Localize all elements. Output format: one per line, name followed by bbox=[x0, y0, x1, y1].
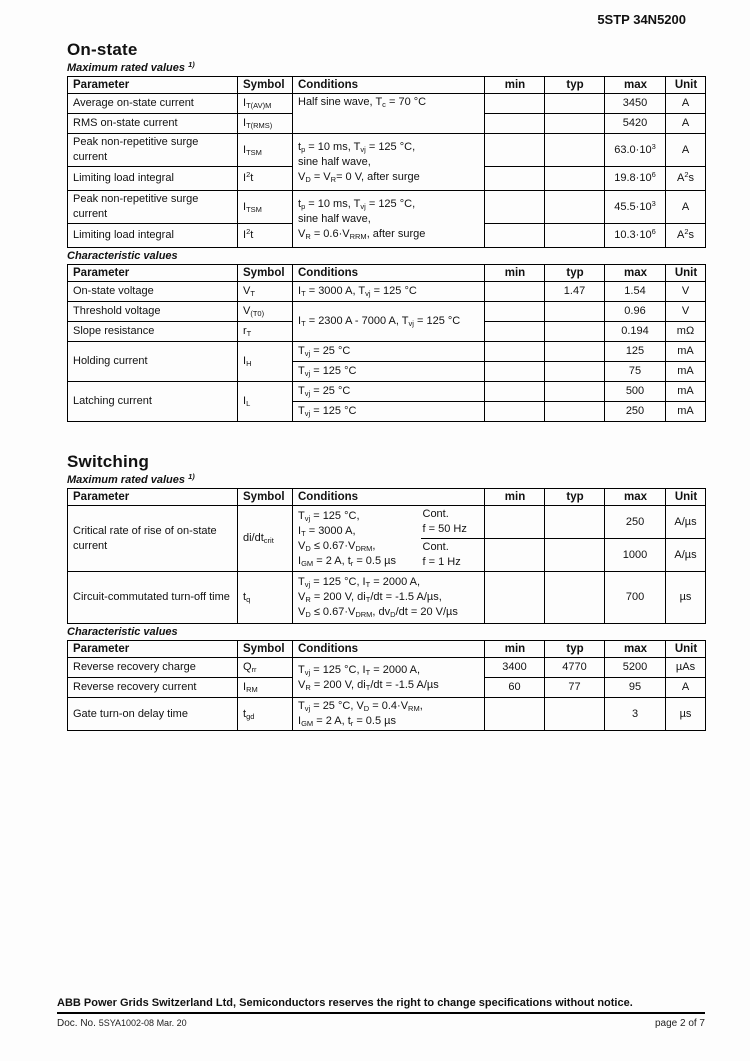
conditions-cell: $T_{vj} = 125$ °C bbox=[293, 402, 485, 422]
col-typ: typ bbox=[545, 641, 605, 658]
symbol-cell: $t_{gd}$ bbox=[238, 698, 293, 731]
conditions-cell: $t_p = 10$ ms, $T_{vj} = 125$ °C, sine half wave, $V_D = V_R= 0$ V, after surge bbox=[293, 134, 485, 191]
col-typ: typ bbox=[545, 489, 605, 506]
unit-cell: A bbox=[666, 678, 706, 698]
page-content bbox=[67, 12, 705, 731]
table-header-row bbox=[68, 77, 706, 94]
unit-cell: A bbox=[666, 191, 706, 224]
max-cell: 250 bbox=[605, 402, 666, 422]
param-cell: Average on-state current bbox=[68, 94, 238, 114]
min-cell bbox=[485, 342, 545, 362]
max-cell: $63.0\cdot 10^3$ bbox=[605, 134, 666, 167]
switching-characteristic-table bbox=[67, 640, 706, 731]
symbol-cell: $I_{TSM}$ bbox=[238, 134, 293, 167]
max-cell: 0.194 bbox=[605, 322, 666, 342]
typ-cell bbox=[545, 302, 605, 322]
col-max: max bbox=[605, 641, 666, 658]
param-cell: Peak non-repetitive surge current bbox=[68, 134, 238, 167]
unit-cell: mΩ bbox=[666, 322, 706, 342]
unit-cell: µs bbox=[666, 572, 706, 624]
col-max: max bbox=[605, 265, 666, 282]
unit-cell: A bbox=[666, 114, 706, 134]
conditions-cell: $t_p = 10$ ms, $T_{vj} = 125$ °C, sine half wave, $V_R = 0.6\cdot V_{RRM}$, after surge bbox=[293, 191, 485, 248]
table-row bbox=[68, 572, 706, 624]
min-cell bbox=[485, 134, 545, 167]
unit-cell: V bbox=[666, 302, 706, 322]
unit-cell: mA bbox=[666, 342, 706, 362]
col-max: max bbox=[605, 489, 666, 506]
typ-cell bbox=[545, 167, 605, 191]
unit-cell: µAs bbox=[666, 658, 706, 678]
table-row bbox=[68, 382, 706, 402]
typ-cell bbox=[545, 539, 605, 572]
typ-cell bbox=[545, 342, 605, 362]
conditions-cell: $T_{vj} = 125$ °C, $I_T = 3000$ A, $V_D \le 0.67\cdot V_{DRM}$, $I_{GM} = 2$ A, $t_r = 0.5$ µs bbox=[293, 506, 421, 572]
param-cell: Reverse recovery current bbox=[68, 678, 238, 698]
min-cell bbox=[485, 362, 545, 382]
col-parameter: Parameter bbox=[68, 77, 238, 94]
typ-cell bbox=[545, 134, 605, 167]
conditions-cell: $T_{vj} = 125$ °C bbox=[293, 362, 485, 382]
min-cell bbox=[485, 94, 545, 114]
min-cell bbox=[485, 698, 545, 731]
symbol-cell: $Q_{rr}$ bbox=[238, 658, 293, 678]
param-cell: Limiting load integral bbox=[68, 167, 238, 191]
page-footer bbox=[57, 997, 705, 1029]
max-cell: 0.96 bbox=[605, 302, 666, 322]
symbol-cell: $r_T$ bbox=[238, 322, 293, 342]
typ-cell: 1.47 bbox=[545, 282, 605, 302]
typ-cell bbox=[545, 322, 605, 342]
typ-cell bbox=[545, 362, 605, 382]
table-header-row bbox=[68, 265, 706, 282]
col-parameter: Parameter bbox=[68, 265, 238, 282]
conditions-cell: $T_{vj} = 25$ °C, $V_D = 0.4\cdot V_{RM}$, $I_{GM} = 2$ A, $t_r = 0.5$ µs bbox=[293, 698, 485, 731]
typ-cell bbox=[545, 698, 605, 731]
unit-cell: mA bbox=[666, 382, 706, 402]
col-min: min bbox=[485, 641, 545, 658]
table-row bbox=[68, 506, 706, 539]
col-conditions: Conditions bbox=[293, 489, 485, 506]
conditions-subcell: Cont. f = 50 Hz bbox=[421, 506, 485, 539]
param-cell: Latching current bbox=[68, 382, 238, 422]
col-unit: Unit bbox=[666, 265, 706, 282]
col-unit: Unit bbox=[666, 489, 706, 506]
col-unit: Unit bbox=[666, 641, 706, 658]
min-cell bbox=[485, 302, 545, 322]
typ-cell bbox=[545, 114, 605, 134]
min-cell bbox=[485, 382, 545, 402]
max-cell: 700 bbox=[605, 572, 666, 624]
min-cell bbox=[485, 191, 545, 224]
max-cell: $45.5\cdot 10^3$ bbox=[605, 191, 666, 224]
table-header-row bbox=[68, 641, 706, 658]
on-state-characteristic-table bbox=[67, 264, 706, 422]
param-cell: Critical rate of rise of on-state current bbox=[68, 506, 238, 572]
unit-cell: $A^2s$ bbox=[666, 224, 706, 248]
switching-characteristic-label: Characteristic values bbox=[67, 626, 178, 638]
typ-cell bbox=[545, 382, 605, 402]
typ-cell: 4770 bbox=[545, 658, 605, 678]
conditions-subcell: Cont. f = 1 Hz bbox=[421, 539, 485, 572]
param-cell: Circuit-commutated turn-off time bbox=[68, 572, 238, 624]
max-cell: 125 bbox=[605, 342, 666, 362]
typ-cell bbox=[545, 191, 605, 224]
max-cell: 1.54 bbox=[605, 282, 666, 302]
max-cell: 3 bbox=[605, 698, 666, 731]
min-cell bbox=[485, 322, 545, 342]
table-row bbox=[68, 658, 706, 678]
col-conditions: Conditions bbox=[293, 641, 485, 658]
min-cell: 3400 bbox=[485, 658, 545, 678]
table-row bbox=[68, 302, 706, 322]
col-unit: Unit bbox=[666, 77, 706, 94]
switching-max-rated-label: Maximum rated values $^{1)}$ bbox=[67, 472, 195, 486]
max-cell: 75 bbox=[605, 362, 666, 382]
footer-meta bbox=[57, 1018, 705, 1029]
col-parameter: Parameter bbox=[68, 641, 238, 658]
max-cell: 500 bbox=[605, 382, 666, 402]
table-row bbox=[68, 282, 706, 302]
min-cell bbox=[485, 539, 545, 572]
unit-cell: V bbox=[666, 282, 706, 302]
min-cell bbox=[485, 572, 545, 624]
product-code: 5STP 34N5200 bbox=[597, 12, 686, 27]
unit-cell: mA bbox=[666, 402, 706, 422]
unit-cell: mA bbox=[666, 362, 706, 382]
max-cell: $19.8\cdot 10^6$ bbox=[605, 167, 666, 191]
param-cell: Reverse recovery charge bbox=[68, 658, 238, 678]
max-cell: 95 bbox=[605, 678, 666, 698]
table-row bbox=[68, 342, 706, 362]
table-header-row bbox=[68, 489, 706, 506]
unit-cell: µs bbox=[666, 698, 706, 731]
col-symbol: Symbol bbox=[238, 77, 293, 94]
typ-cell: 77 bbox=[545, 678, 605, 698]
col-min: min bbox=[485, 265, 545, 282]
col-conditions: Conditions bbox=[293, 265, 485, 282]
symbol-cell: $V_T$ bbox=[238, 282, 293, 302]
max-cell: 5200 bbox=[605, 658, 666, 678]
doc-number-label: Doc. No. bbox=[57, 1018, 96, 1029]
param-cell: Peak non-repetitive surge current bbox=[68, 191, 238, 224]
col-typ: typ bbox=[545, 77, 605, 94]
table-row bbox=[68, 94, 706, 114]
col-conditions: Conditions bbox=[293, 77, 485, 94]
table-row bbox=[68, 134, 706, 167]
min-cell bbox=[485, 506, 545, 539]
unit-cell: $A^2s$ bbox=[666, 167, 706, 191]
switching-max-rated-table bbox=[67, 488, 706, 624]
min-cell bbox=[485, 224, 545, 248]
unit-cell: A/µs bbox=[666, 539, 706, 572]
footer-notice: ABB Power Grids Switzerland Ltd, Semiconductors reserves the right to change specifications without notice. bbox=[57, 997, 705, 1014]
on-state-max-rated-label: Maximum rated values $^{1)}$ bbox=[67, 60, 195, 74]
unit-cell: A bbox=[666, 94, 706, 114]
min-cell bbox=[485, 402, 545, 422]
table-row bbox=[68, 698, 706, 731]
param-cell: Slope resistance bbox=[68, 322, 238, 342]
page-number: page 2 of 7 bbox=[654, 1018, 705, 1029]
max-cell: 5420 bbox=[605, 114, 666, 134]
col-typ: typ bbox=[545, 265, 605, 282]
param-cell: On-state voltage bbox=[68, 282, 238, 302]
max-cell: 3450 bbox=[605, 94, 666, 114]
col-min: min bbox=[485, 77, 545, 94]
typ-cell bbox=[545, 94, 605, 114]
doc-number bbox=[57, 1018, 187, 1029]
max-cell: 250 bbox=[605, 506, 666, 539]
typ-cell bbox=[545, 402, 605, 422]
typ-cell bbox=[545, 572, 605, 624]
unit-cell: A bbox=[666, 134, 706, 167]
switching-section-title: Switching bbox=[67, 452, 150, 471]
symbol-cell: $I_H$ bbox=[238, 342, 293, 382]
max-cell: $10.3\cdot 10^6$ bbox=[605, 224, 666, 248]
typ-cell bbox=[545, 506, 605, 539]
col-min: min bbox=[485, 489, 545, 506]
symbol-cell: $t_q$ bbox=[238, 572, 293, 624]
symbol-cell: $di/dt_{crit}$ bbox=[238, 506, 293, 572]
symbol-cell: $I^2t$ bbox=[238, 224, 293, 248]
col-max: max bbox=[605, 77, 666, 94]
unit-cell: A/µs bbox=[666, 506, 706, 539]
col-symbol: Symbol bbox=[238, 265, 293, 282]
param-cell: Limiting load integral bbox=[68, 224, 238, 248]
table-row bbox=[68, 191, 706, 224]
col-symbol: Symbol bbox=[238, 641, 293, 658]
col-symbol: Symbol bbox=[238, 489, 293, 506]
conditions-cell: $T_{vj} = 125$ °C, $I_T = 2000$ A, $V_R = 200$ V, $di_T/dt = -1.5$ A/µs, $V_D \le 0.67\cdot V_{DRM}$, $dv_D/dt = 20$ V/µs bbox=[293, 572, 485, 624]
on-state-max-rated-table bbox=[67, 76, 706, 248]
conditions-cell: $I_T = 2300$ A - 7000 A, $T_{vj} = 125$ °C bbox=[293, 302, 485, 342]
symbol-cell: $I_L$ bbox=[238, 382, 293, 422]
on-state-characteristic-label: Characteristic values bbox=[67, 250, 178, 262]
conditions-cell: $I_T = 3000$ A, $T_{vj} = 125$ °C bbox=[293, 282, 485, 302]
conditions-cell: $T_{vj} = 25$ °C bbox=[293, 382, 485, 402]
symbol-cell: $I_{T(RMS)}$ bbox=[238, 114, 293, 134]
symbol-cell: $I_{T(AV)M}$ bbox=[238, 94, 293, 114]
min-cell bbox=[485, 282, 545, 302]
symbol-cell: $I^2t$ bbox=[238, 167, 293, 191]
min-cell bbox=[485, 114, 545, 134]
doc-number-value: 5SYA1002-08 Mar. 20 bbox=[98, 1018, 187, 1028]
conditions-cell: $T_{vj} = 25$ °C bbox=[293, 342, 485, 362]
min-cell: 60 bbox=[485, 678, 545, 698]
typ-cell bbox=[545, 224, 605, 248]
param-cell: Gate turn-on delay time bbox=[68, 698, 238, 731]
conditions-cell: Half sine wave, $T_c = 70$ °C bbox=[293, 94, 485, 134]
min-cell bbox=[485, 167, 545, 191]
param-cell: RMS on-state current bbox=[68, 114, 238, 134]
conditions-cell: $T_{vj} = 125$ °C, $I_T = 2000$ A, $V_R = 200$ V, $di_T/dt = -1.5$ A/µs bbox=[293, 658, 485, 698]
symbol-cell: $I_{TSM}$ bbox=[238, 191, 293, 224]
param-cell: Holding current bbox=[68, 342, 238, 382]
col-parameter: Parameter bbox=[68, 489, 238, 506]
symbol-cell: $V_{(T0)}$ bbox=[238, 302, 293, 322]
symbol-cell: $I_{RM}$ bbox=[238, 678, 293, 698]
on-state-section-title: On-state bbox=[67, 40, 138, 59]
max-cell: 1000 bbox=[605, 539, 666, 572]
param-cell: Threshold voltage bbox=[68, 302, 238, 322]
